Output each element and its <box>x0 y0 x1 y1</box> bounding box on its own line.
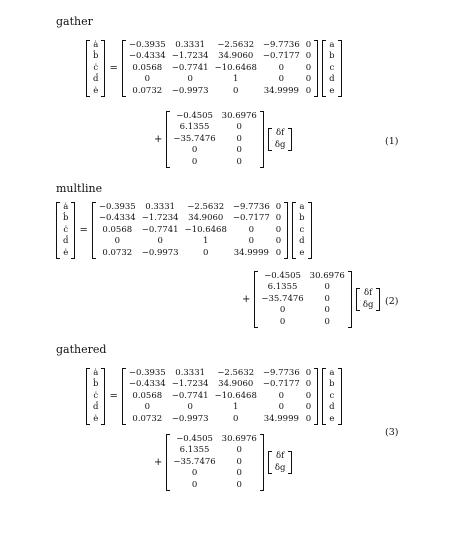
matrix-cell: 0 <box>279 305 286 316</box>
matrix-cell: 0 <box>275 202 282 212</box>
matrix-cell: −0.4505 <box>264 271 301 281</box>
matrix-cell: δg <box>362 299 374 310</box>
matrix-cell: ȧ <box>63 202 69 212</box>
matrix-cell: δg <box>274 462 286 473</box>
matrix-cell: b <box>329 51 335 62</box>
matrix-cell: −0.4334 <box>128 51 166 62</box>
matrix-cell: 0 <box>275 224 282 235</box>
input-vector <box>268 128 293 151</box>
matrix-cell: −9.7736 <box>262 40 300 50</box>
matrix-cell: 0 <box>324 305 330 316</box>
multline-second-line <box>238 271 380 328</box>
matrix-cell: ḋ <box>93 402 99 413</box>
matrix-cell: 34.9999 <box>263 413 299 424</box>
matrix-cell: 0 <box>305 51 312 62</box>
state-derivative-vector <box>86 368 105 425</box>
plus-sign: + <box>242 294 251 306</box>
matrix-cell: 0 <box>187 402 193 413</box>
matrix-cell: 0 <box>236 445 242 456</box>
matrix-cell: −10.6468 <box>184 224 227 235</box>
matrix-cell: 0 <box>233 85 239 96</box>
matrix-cell: a <box>299 202 305 212</box>
matrix-cell: 0.0568 <box>102 224 133 235</box>
matrix-cell: −35.7476 <box>173 133 216 144</box>
matrix-cell: ḋ <box>63 236 69 247</box>
matrix-cell: 34.9060 <box>218 51 254 62</box>
state-derivative-vector <box>56 202 75 259</box>
gather-first-line <box>86 40 342 97</box>
matrix-cell: −0.9973 <box>141 247 179 258</box>
matrix-cell: δf <box>275 128 285 139</box>
matrix-cell: −2.5632 <box>217 40 255 50</box>
matrix-cell: e <box>299 247 305 258</box>
matrix-cell: 0 <box>305 390 312 401</box>
gathered-second-line <box>150 434 292 491</box>
matrix-cell: ḃ <box>93 51 99 62</box>
matrix-cell: 0.0732 <box>132 413 163 424</box>
matrix-cell: 30.6976 <box>221 111 257 121</box>
matrix-cell: 0 <box>305 402 312 413</box>
section-label-gathered: gathered <box>56 343 107 356</box>
matrix-cell: 0 <box>248 224 255 235</box>
matrix-cell: 1 <box>203 236 209 247</box>
matrix-cell: 0 <box>305 40 312 50</box>
matrix-cell: 0 <box>114 236 120 247</box>
matrix-cell: 0 <box>324 293 330 304</box>
matrix-cell: 34.9060 <box>188 213 224 224</box>
matrix-cell: e <box>329 85 335 96</box>
matrix-cell: a <box>329 368 335 378</box>
state-vector <box>322 40 341 97</box>
matrix-cell: 0 <box>275 247 282 258</box>
matrix-cell: 0 <box>279 316 286 327</box>
equals-sign: = <box>109 391 118 403</box>
matrix-cell: d <box>329 74 335 85</box>
input-vector <box>268 451 293 474</box>
matrix-cell: −0.3935 <box>128 368 166 378</box>
matrix-cell: 34.9999 <box>263 85 299 96</box>
matrix-cell: −0.7177 <box>262 51 300 62</box>
matrix-cell: ċ <box>93 390 99 401</box>
matrix-cell: −0.7741 <box>141 224 179 235</box>
matrix-cell: ċ <box>93 62 99 73</box>
matrix-cell: δg <box>274 139 286 150</box>
equation-number-2: (2) <box>385 296 399 307</box>
matrix-cell: 0 <box>191 479 198 490</box>
matrix-cell: −0.7177 <box>232 213 270 224</box>
matrix-cell: 34.9060 <box>218 379 254 390</box>
matrix-cell: −0.3935 <box>98 202 136 212</box>
matrix-cell: 0 <box>203 247 209 258</box>
matrix-cell: 1 <box>233 402 239 413</box>
matrix-cell: −0.3935 <box>128 40 166 50</box>
matrix-cell: 0 <box>233 413 239 424</box>
matrix-cell: 0 <box>305 368 312 378</box>
matrix-cell: −0.4334 <box>128 379 166 390</box>
matrix-cell: −10.6468 <box>214 390 257 401</box>
matrix-cell: −9.7736 <box>262 368 300 378</box>
matrix-cell: 0 <box>305 85 312 96</box>
matrix-cell: 6.1355 <box>179 445 210 456</box>
state-vector <box>292 202 311 259</box>
matrix-cell: −1.7234 <box>171 379 209 390</box>
matrix-cell: −1.7234 <box>141 213 179 224</box>
matrix-cell: 0 <box>305 379 312 390</box>
matrix-cell: −2.5632 <box>217 368 255 378</box>
section-label-multline: multline <box>56 182 103 195</box>
matrix-cell: e <box>329 413 335 424</box>
matrix-cell: b <box>329 379 335 390</box>
matrix-cell: 30.6976 <box>221 434 257 444</box>
system-matrix <box>122 368 318 425</box>
matrix-cell: ḃ <box>63 213 69 224</box>
matrix-cell: −0.9973 <box>171 85 209 96</box>
matrix-cell: 0 <box>305 413 312 424</box>
matrix-cell: 0 <box>191 156 198 167</box>
input-matrix <box>254 271 351 328</box>
matrix-cell: δf <box>363 288 373 299</box>
matrix-cell: 0 <box>324 282 330 293</box>
gathered-first-line <box>86 368 342 425</box>
multline-first-line <box>56 202 312 259</box>
matrix-cell: −0.7741 <box>171 62 209 73</box>
matrix-cell: −10.6468 <box>214 62 257 73</box>
matrix-cell: 0.0568 <box>132 390 163 401</box>
matrix-cell: δf <box>275 451 285 462</box>
matrix-cell: −0.7741 <box>171 390 209 401</box>
matrix-cell: −35.7476 <box>173 456 216 467</box>
matrix-cell: 0.0732 <box>102 247 133 258</box>
matrix-cell: 0 <box>305 62 312 73</box>
matrix-cell: 0.0568 <box>132 62 163 73</box>
matrix-cell: 0.3331 <box>175 368 206 378</box>
matrix-cell: −0.4334 <box>98 213 136 224</box>
state-vector <box>322 368 341 425</box>
plus-sign: + <box>154 134 163 146</box>
matrix-cell: −9.7736 <box>232 202 270 212</box>
matrix-cell: −1.7234 <box>171 51 209 62</box>
matrix-cell: 0 <box>144 402 150 413</box>
plus-sign: + <box>154 457 163 469</box>
matrix-cell: −35.7476 <box>261 293 304 304</box>
matrix-cell: −0.4505 <box>176 434 213 444</box>
matrix-cell: 30.6976 <box>309 271 345 281</box>
matrix-cell: 0 <box>236 479 242 490</box>
matrix-cell: d <box>329 402 335 413</box>
matrix-cell: 0 <box>248 236 255 247</box>
matrix-cell: ȧ <box>93 40 99 50</box>
equation-number-1: (1) <box>385 136 399 147</box>
matrix-cell: ė <box>63 247 69 258</box>
input-matrix <box>166 434 263 491</box>
input-vector <box>356 288 381 311</box>
matrix-cell: 0 <box>187 74 193 85</box>
matrix-cell: d <box>299 236 305 247</box>
matrix-cell: −0.9973 <box>171 413 209 424</box>
matrix-cell: 0 <box>236 456 242 467</box>
matrix-cell: c <box>329 390 335 401</box>
matrix-cell: −0.7177 <box>262 379 300 390</box>
matrix-cell: 0 <box>236 468 242 479</box>
equation-number-3: (3) <box>385 427 399 438</box>
matrix-cell: 0 <box>236 133 242 144</box>
matrix-cell: ḋ <box>93 74 99 85</box>
state-derivative-vector <box>86 40 105 97</box>
matrix-cell: 0.3331 <box>145 202 176 212</box>
matrix-cell: b <box>299 213 305 224</box>
matrix-cell: 0 <box>236 156 242 167</box>
matrix-cell: 0 <box>278 390 285 401</box>
equals-sign: = <box>79 225 88 237</box>
matrix-cell: ȧ <box>93 368 99 378</box>
matrix-cell: 0 <box>305 74 312 85</box>
system-matrix <box>122 40 318 97</box>
equals-sign: = <box>109 63 118 75</box>
matrix-cell: 0 <box>144 74 150 85</box>
matrix-cell: 34.9999 <box>233 247 269 258</box>
section-label-gather: gather <box>56 15 93 28</box>
matrix-cell: ċ <box>63 224 69 235</box>
matrix-cell: 0 <box>236 145 242 156</box>
matrix-cell: 0 <box>191 468 198 479</box>
matrix-cell: −2.5632 <box>187 202 225 212</box>
matrix-cell: 6.1355 <box>267 282 298 293</box>
matrix-cell: ė <box>93 85 99 96</box>
matrix-cell: 0.0732 <box>132 85 163 96</box>
matrix-cell: 0 <box>157 236 163 247</box>
matrix-cell: 1 <box>233 74 239 85</box>
matrix-cell: 0 <box>191 145 198 156</box>
matrix-cell: 0 <box>278 402 285 413</box>
matrix-cell: 0 <box>275 236 282 247</box>
system-matrix <box>92 202 288 259</box>
matrix-cell: 0 <box>236 122 242 133</box>
matrix-cell: 0 <box>275 213 282 224</box>
matrix-cell: 6.1355 <box>179 122 210 133</box>
matrix-cell: c <box>299 224 305 235</box>
matrix-cell: a <box>329 40 335 50</box>
matrix-cell: 0 <box>278 62 285 73</box>
input-matrix <box>166 111 263 168</box>
gather-second-line <box>150 111 292 168</box>
matrix-cell: c <box>329 62 335 73</box>
matrix-cell: ḃ <box>93 379 99 390</box>
matrix-cell: 0.3331 <box>175 40 206 50</box>
matrix-cell: 0 <box>324 316 330 327</box>
matrix-cell: ė <box>93 413 99 424</box>
matrix-cell: −0.4505 <box>176 111 213 121</box>
matrix-cell: 0 <box>278 74 285 85</box>
